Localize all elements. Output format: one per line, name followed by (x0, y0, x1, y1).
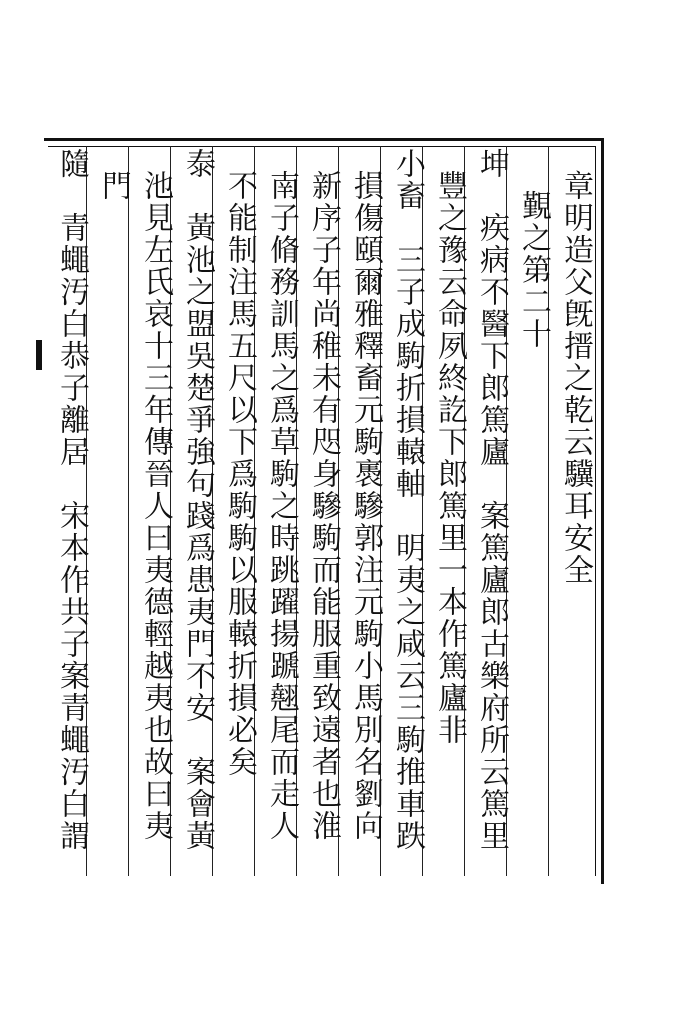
column-rule (128, 146, 129, 876)
text-column: 泰 黃池之盟吳楚爭強句踐爲患夷門不安 案會黃 (180, 148, 215, 852)
text-column: 隨 青蠅汚白恭子離居 宋本作共子案青蠅汚白謂 (54, 148, 89, 852)
text-column: 章明造父旣搢之乾云驥耳安全 (558, 170, 593, 586)
text-column: 新序子年尚稚未有咫身驂駒而能服重致遠者也淮 (306, 170, 341, 842)
text-column: 門 (96, 170, 131, 202)
gutter-mark (36, 340, 42, 370)
text-column: 坤 疾病不醫下郎篤廬 案篤廬郎古樂府所云篤里 (474, 148, 509, 852)
page-gutter (0, 0, 44, 1024)
text-column: 池見左氏哀十三年傳晉人曰夷德輕越夷也故曰夷 (138, 170, 173, 842)
text-column: 損傷頤爾雅釋畜元駒褭驂郭注元駒小馬別名劉向 (348, 170, 383, 842)
text-column: 覲之第二十 (516, 190, 551, 350)
text-column: 小畜 三子成駒折損轅軸 明夷之咸云三駒推車跌 (390, 148, 425, 852)
text-column: 豐之豫云命夙終訖下郎篤里一本作篤廬非 (432, 170, 467, 746)
text-column: 不能制注馬五尺以下爲駒駒以服轅折損必矣 (222, 170, 257, 778)
text-column: 南子脩務訓馬之爲草駒之時跳躍揚蹏翹尾而走人 (264, 170, 299, 842)
